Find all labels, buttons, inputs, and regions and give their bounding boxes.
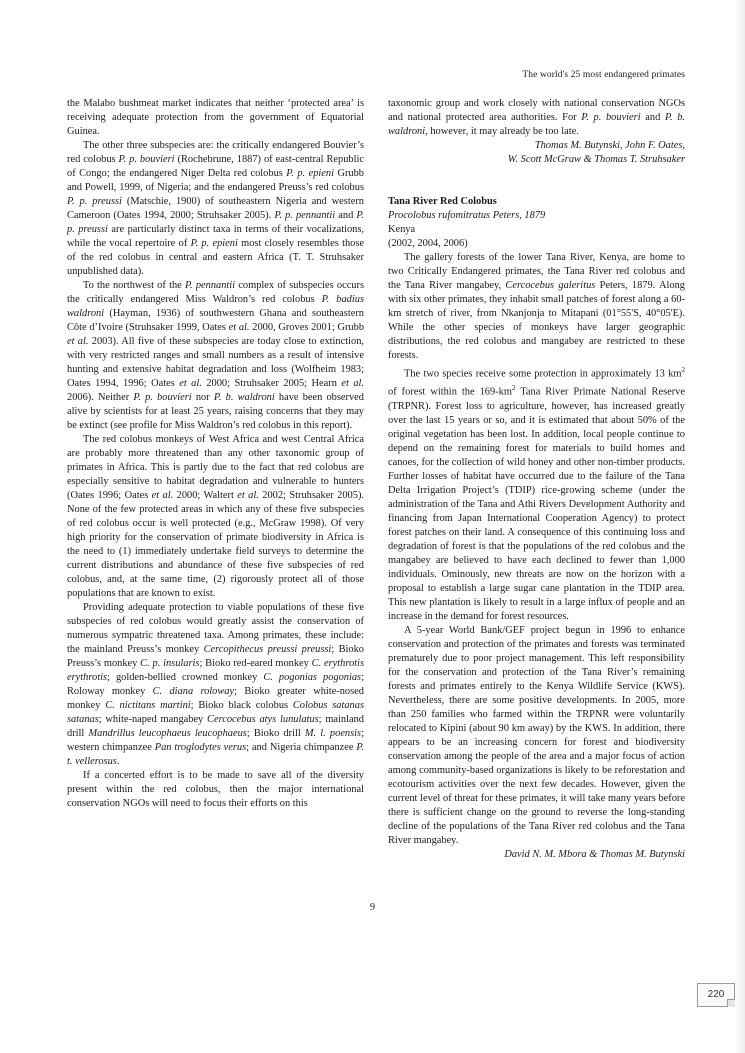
italic-term: Cercocebus galeritus — [505, 280, 596, 291]
italic-term: Pan troglodytes verus — [154, 742, 247, 753]
italic-term: et al. — [151, 490, 174, 501]
attribution-line: Thomas M. Butynski, John F. Oates, — [534, 140, 685, 151]
left-column — [67, 97, 364, 811]
article-body — [388, 251, 685, 848]
italic-term: C. diana roloway — [152, 686, 235, 697]
italic-term: P. p. epieni — [286, 168, 334, 179]
italic-term: C. nictitans martini — [105, 700, 191, 711]
body-paragraph: Providing adequate protection to viable populations of these five subspecies of red colobus would greatly assist the conservation of numerous sympatric threatened taxa. Among primates, these include: the mainland Preuss’s monkey Cercopithecus preussi preussi; Bioko Preuss’s monkey C. p. insularis; Bioko red-eared monkey C. erythrotis erythrotis; golden-bellied crowned monkey C. pogonias pogonias; Roloway monkey C. diana roloway; Bioko greater white-nosed monkey C. nictitans martini; Bioko black colobus Colobus satanas satanas; white-naped mangabey Cercocebus atys lunulatus; mainland drill Mandrillus leucophaeus leucophaeus; Bioko drill M. l. poensis; western chimpanzee Pan troglodytes verus; and Nigeria chimpanzee P. t. vellerosus. — [67, 602, 364, 767]
italic-term: P. p. preussi — [67, 210, 365, 235]
body-paragraph: The other three subspecies are: the critically endangered Bouvier’s red colobus P. p. bouvieri (Rochebrune, 1887) of east-central Republic of Congo; the endangered Niger Delta red colobus P. p. epieni Grubb and Powell, 1999, of Nigeria; and the endangered Preuss’s red colobus P. p. preussi (Matschie, 1900) of southeastern Nigeria and western Cameroon (Oates 1994, 2000; Struhsaker 2005). P. p. pennantii and P. p. preussi are particularly distinct taxa in terms of their vocalizations, while the vocal repertoire of P. p. epieni most closely resembles those of the red colobus in central and eastern Africa (T. T. Struhsaker unpublished data). — [67, 140, 365, 277]
italic-term: P. p. bouvieri — [581, 112, 641, 123]
attribution-line: W. Scott McGraw & Thomas T. Struhsaker — [507, 154, 685, 165]
italic-term: P. p. preussi — [67, 196, 122, 207]
superscript: 2 — [511, 384, 516, 393]
italic-term: P. p. epieni — [190, 238, 238, 249]
italic-term: et al. — [237, 490, 259, 501]
italic-term: Cercocebus atys lunulatus — [207, 714, 319, 725]
italic-term: P. p. bouvieri — [133, 392, 192, 403]
italic-term: P. p. pennantii — [274, 210, 336, 221]
superscript: 2 — [681, 366, 685, 374]
spacer — [388, 167, 685, 181]
italic-term: C. pogonias pogonias — [263, 672, 362, 683]
country: Kenya — [388, 224, 416, 235]
body-paragraph: A 5-year World Bank/GEF project begun in 1996 to enhance conservation and protection of the primates and forests was terminated prematurely due to poor project management. This left responsibility for the conservation and protection of the Tana River’s remaining forests and primates entirely to the Kenya Wildlife Service (KWS). Nevertheless, there are some positive developments. In 2005, more than 250 families who farmed within the TRPNR were voluntarily relocated to Kipini (about 90 km away) by the KWS. In addition, there appears to be an increasing concern for forest and biodiversity conservation among the people of the area and a major focus of action among community-based organizations is likely to be reforestation and ecotourism activities over the next few decades. However, given the current level of threat for these primates, it will take many years before there is sufficient change on the ground to reverse the long-standing decline of the populations of the Tana River red colobus and the Tana River mangabey. — [388, 624, 685, 846]
page-fold-shadow — [735, 0, 745, 1053]
body-paragraph: If a concerted effort is to be made to save all of the diversity present within the red colobus, then the major international conservation NGOs will need to focus their efforts on this — [67, 770, 364, 809]
page-number: 9 — [370, 902, 375, 913]
italic-term: et al. — [179, 378, 202, 389]
italic-term: Procolobus rufomitratus — [388, 210, 491, 221]
section-title: Tana River Red Colobus — [388, 196, 497, 207]
body-paragraph: The red colobus monkeys of West Africa and west Central Africa are probably more threatened than any other taxonomic group of primates in Africa. This is partly due to the fact that red colobus are especially sensitive to habitat degradation and vulnerable to hunters (Oates 1996; Oates et al. 2000; Waltert et al. 2002; Struhsaker 2005). None of the few protected areas in which any of these five subspecies of red colobus occur is well protected (e.g., McGraw 1998). Of very high priority for the conservation of primate biodiversity in Africa is the need to (1) immediately undertake field surveys to determine the current distributions and abundance of these five subspecies of red colobus, and, at the same time, (2) rigorously protect all of those populations that are known to exist. — [67, 434, 365, 599]
italic-term: Colobus satanas satanas — [67, 700, 364, 725]
right-column — [388, 97, 685, 862]
listing-years: (2002, 2004, 2006) — [388, 238, 468, 249]
body-paragraph: To the northwest of the P. pennantii complex of subspecies occurs the critically endangered Miss Waldron’s red colobus P. badius waldroni (Hayman, 1936) of southwestern Ghana and southeastern Côte d’Ivoire (Struhsaker 1999, Oates et al. 2000, Groves 2001; Grubb et al. 2003). All five of these subspecies are today close to extinction, with very restricted ranges and small numbers as a result of intensive hunting and extensive habitat degradation and loss (Wolfheim 1983; Oates 1994, 1996; Oates et al. 2000; Struhsaker 2005; Hearn et al. 2006). Neither P. p. bouvieri nor P. b. waldroni have been observed alive by scientists for at least 25 years, raising concerns that they may be extinct (see profile for Miss Waldron’s red colobus in this report). — [67, 280, 365, 431]
italic-term: P. b. waldroni — [388, 112, 685, 137]
italic-term: et al. — [228, 322, 250, 333]
italic-term: P. p. bouvieri — [118, 154, 175, 165]
body-paragraph: the Malabo bushmeat market indicates that neither ‘protected area’ is receiving adequate protection from the government of Equatorial Guinea. — [67, 98, 364, 137]
italic-term: M. l. poensis — [304, 728, 362, 739]
italic-term: et al. — [67, 336, 89, 347]
italic-term: P. t. vellerosus — [67, 742, 364, 767]
italic-term: Mandrillus leucophaeus leucophaeus — [88, 728, 247, 739]
spacer — [388, 181, 685, 195]
italic-term: P. pennantii — [185, 280, 236, 291]
scientific-name: Procolobus rufomitratus Peters, 1879 — [388, 210, 546, 221]
italic-term: C. p. insularis — [140, 658, 200, 669]
italic-term: et al. — [341, 378, 365, 389]
italic-term: P. badius waldroni — [67, 294, 364, 319]
continuation-paragraph: taxonomic group and work closely with national conservation NGOs and national protected area authorities. For P. p. bouvieri and P. b. waldroni, however, it may already be too late. — [388, 98, 685, 137]
italic-term: P. b. waldroni — [213, 392, 275, 403]
attribution-line: David N. M. Mbora & Thomas M. Butynski — [504, 848, 685, 860]
body-paragraph: The gallery forests of the lower Tana River, Kenya, are home to two Critically Endangered primates, the Tana River red colobus and the Tana River mangabey, Cercocebus galeritus Peters, 1879. Along with six other primates, they inhabit small patches of forest along a 60-km stretch of river, from Nkanjonja to Mitapani (01°55'S, 40°05'E). While the other species of monkeys have larger geographic distributions, the red colobus and mangabey are restricted to these forests. — [388, 252, 685, 361]
italic-term: C. erythrotis erythrotis — [67, 658, 364, 683]
body-paragraph: The two species receive some protection in approximately 13 $km^2$ of forest within the $169-km^2$ Tana River Primate National Reserve (TRPNR). Forest loss to agriculture, however, has increased greatly over the last 15 years or so, and it is estimated that about 50% of the original vegetation has been lost. In addition, local people continue to depend on the remaining forest for materials to build homes and canoes, for the collection of wild honey and other non-timber products. Further losses of habitat have occurred due to the failure of the Tana Delta Irrigation Project’s (TDIP) rice-growing scheme (under the administration of the Tana and Athi Rivers Development Authority and financing from Japan International Cooperation Agency) to protect forest patches on their land. A consequence of this continuing loss and degradation of forest is that the populations of the red colobus and the mangabey are believed to have each declined to fewer than 1,000 individuals. Ominously, new threats are now on the horizon with a proposal to establish a large sugar cane plantation in the TDIP area. This new plantation is likely to result in a large influx of people and an increase in the demand for forest resources. — [388, 366, 685, 622]
running-head: The world's 25 most endangered primates — [522, 70, 685, 80]
italic-term: Cercopithecus preussi preussi — [203, 644, 332, 655]
page-tag-badge: 220 — [697, 983, 735, 1007]
